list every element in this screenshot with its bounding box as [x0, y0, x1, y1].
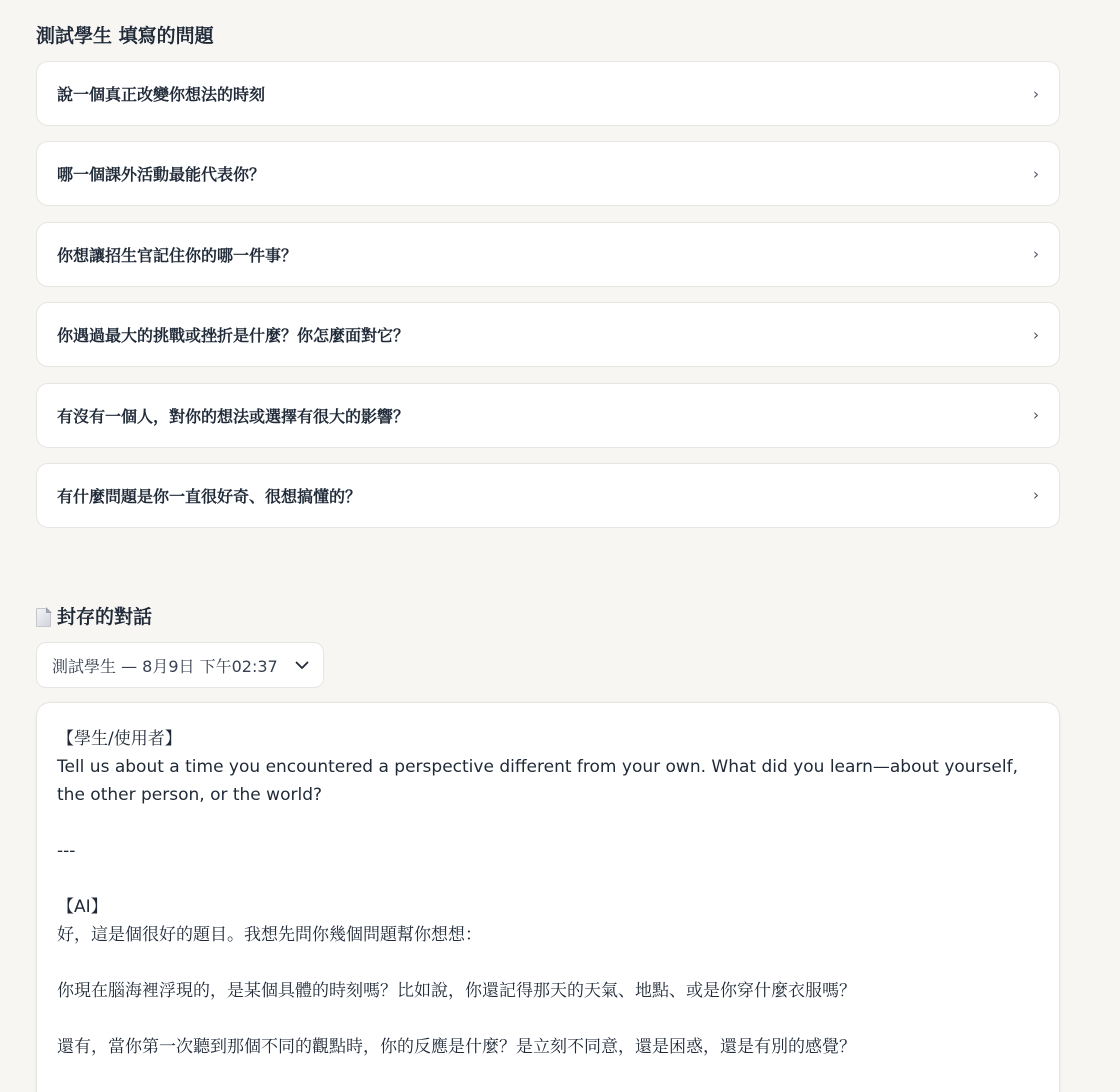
document-icon	[36, 608, 51, 627]
chevron-right-icon: ›	[1033, 486, 1039, 505]
conversation-select-value: 測試學生 — 8月9日 下午02:37	[52, 656, 278, 676]
question-card[interactable]	[36, 141, 1060, 206]
question-label: 哪一個課外活動最能代表你？	[57, 165, 266, 185]
chevron-down-icon	[295, 661, 309, 670]
question-card[interactable]	[36, 61, 1060, 126]
question-label: 你遇過最大的挑戰或挫折是什麼？你怎麼面對它？	[57, 326, 410, 346]
question-list	[36, 61, 1060, 543]
question-card[interactable]	[36, 383, 1060, 448]
chevron-right-icon: ›	[1033, 84, 1039, 103]
student-message: Tell us about a time you encountered a perspective different from your own. What did you learn—about yourself, the other person, or the world?	[57, 757, 1018, 805]
ai-message-line: 還有，當你第一次聽到那個不同的觀點時，你的反應是什麼？是立刻不同意，還是困惑，還是有別的感覺？	[57, 1037, 856, 1057]
student-header: 【學生/使用者】	[57, 729, 182, 749]
ai-header: 【AI】	[57, 897, 108, 917]
question-card[interactable]	[36, 463, 1060, 528]
question-card[interactable]	[36, 222, 1060, 287]
ai-message-line: 好，這是個很好的題目。我想先問你幾個問題幫你想想：	[57, 925, 482, 945]
chevron-right-icon: ›	[1033, 245, 1039, 264]
question-label: 有什麼問題是你一直很好奇、很想搞懂的？	[57, 486, 362, 506]
question-label: 說一個真正改變你想法的時刻	[57, 85, 266, 104]
chevron-right-icon: ›	[1033, 164, 1039, 183]
chevron-right-icon: ›	[1033, 406, 1039, 425]
conversation-transcript	[36, 702, 1060, 1092]
archive-section-title	[36, 604, 152, 630]
archive-title-text: 封存的對話	[57, 606, 153, 628]
conversation-select[interactable]	[36, 642, 324, 688]
question-label: 有沒有一個人，對你的想法或選擇有很大的影響？	[57, 406, 410, 426]
ai-message-line: 你現在腦海裡浮現的，是某個具體的時刻嗎？比如說，你還記得那天的天氣、地點、或是你穿什麼衣服嗎？	[57, 981, 856, 1001]
chevron-right-icon: ›	[1033, 325, 1039, 344]
questions-section-title: 測試學生 填寫的問題	[36, 25, 214, 47]
question-label: 你想讓招生官記住你的哪一件事？	[57, 245, 298, 265]
separator: ---	[57, 841, 76, 861]
question-card[interactable]	[36, 302, 1060, 367]
